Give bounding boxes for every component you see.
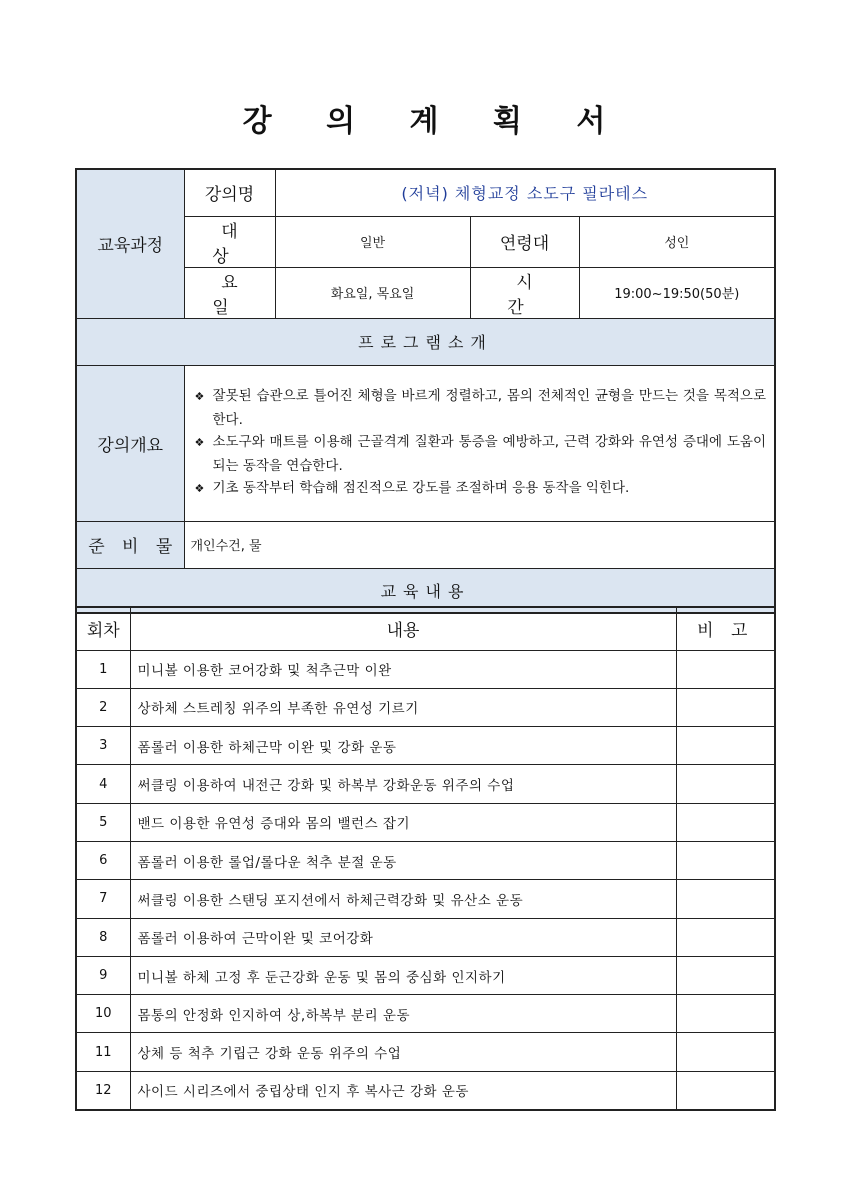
program-intro-header: 프로그램소개 <box>76 318 775 365</box>
session-content: 몸통의 안정화 인지하여 상,하복부 분리 운동 <box>130 995 676 1033</box>
age-value: 성인 <box>579 216 775 267</box>
session-number: 4 <box>76 765 130 803</box>
session-content: 밴드 이용한 유연성 증대와 몸의 밸런스 잡기 <box>130 803 676 841</box>
table-row <box>76 765 775 803</box>
session-content: 상체 등 척추 기립근 강화 운동 위주의 수업 <box>130 1033 676 1071</box>
session-number: 6 <box>76 841 130 879</box>
session-note <box>676 956 775 994</box>
session-content: 써클링 이용한 스탠딩 포지션에서 하체근력강화 및 유산소 운동 <box>130 880 676 918</box>
session-note <box>676 688 775 726</box>
session-number: 11 <box>76 1033 130 1071</box>
session-note <box>676 765 775 803</box>
session-column-header: 회차 <box>76 607 130 650</box>
time-value: 19:00~19:50(50분) <box>579 267 775 318</box>
note-column-header: 비 고 <box>676 607 775 650</box>
curriculum-header: 교육내용 <box>76 568 775 613</box>
session-note <box>676 803 775 841</box>
table-row <box>76 1071 775 1109</box>
session-number: 12 <box>76 1071 130 1109</box>
content-column-header: 내용 <box>130 607 676 650</box>
session-content: 미니볼 하체 고정 후 둔근강화 운동 및 몸의 중심화 인지하기 <box>130 956 676 994</box>
overview-bullet: ❖ 기초 동작부터 학습해 점진적으로 강도를 조절하며 응용 동작을 익힌다. <box>195 477 767 501</box>
overview-bullet: ❖ 잘못된 습관으로 틀어진 체형을 바르게 정렬하고, 몸의 전체적인 균형을 만드는 것을 목적으로 한다. <box>195 385 767 431</box>
session-content: 사이드 시리즈에서 중립상태 인지 후 복사근 강화 운동 <box>130 1071 676 1109</box>
prep-value: 개인수건, 물 <box>184 521 775 568</box>
course-name-label: 강의명 <box>184 169 275 216</box>
session-note <box>676 650 775 688</box>
session-note <box>676 1033 775 1071</box>
time-label: 시 간 <box>470 267 579 318</box>
course-info-table <box>75 168 776 614</box>
document-title: 강 의 계 획 서 <box>242 104 628 139</box>
session-content: 폼롤러 이용하여 근막이완 및 코어강화 <box>130 918 676 956</box>
session-note <box>676 918 775 956</box>
session-content: 상하체 스트레칭 위주의 부족한 유연성 기르기 <box>130 688 676 726</box>
overview-content <box>184 365 775 521</box>
session-note <box>676 995 775 1033</box>
curriculum-table <box>75 606 776 1111</box>
session-note <box>676 880 775 918</box>
session-content: 폼롤러 이용한 하체근막 이완 및 강화 운동 <box>130 727 676 765</box>
section-label-curriculum: 교육과정 <box>76 169 184 318</box>
session-number: 10 <box>76 995 130 1033</box>
session-number: 3 <box>76 727 130 765</box>
table-row <box>76 995 775 1033</box>
table-row <box>76 1033 775 1071</box>
overview-bullet: ❖ 소도구와 매트를 이용해 근골격계 질환과 통증을 예방하고, 근력 강화와 유연성 증대에 도움이 되는 동작을 연습한다. <box>195 431 767 477</box>
session-number: 5 <box>76 803 130 841</box>
target-value: 일반 <box>275 216 470 267</box>
course-name-value: (저녁) 체형교정 소도구 필라테스 <box>275 169 775 216</box>
session-content: 써클링 이용하여 내전근 강화 및 하복부 강화운동 위주의 수업 <box>130 765 676 803</box>
target-label: 대 상 <box>184 216 275 267</box>
table-row <box>76 918 775 956</box>
table-row <box>76 803 775 841</box>
session-note <box>676 841 775 879</box>
prep-label: 준 비 물 <box>76 521 184 568</box>
session-content: 폼롤러 이용한 롤업/롤다운 척추 분절 운동 <box>130 841 676 879</box>
table-row <box>76 688 775 726</box>
day-label: 요 일 <box>184 267 275 318</box>
session-content: 미니볼 이용한 코어강화 및 척추근막 이완 <box>130 650 676 688</box>
table-row <box>76 956 775 994</box>
session-note <box>676 727 775 765</box>
table-row <box>76 841 775 879</box>
session-number: 8 <box>76 918 130 956</box>
table-row <box>76 880 775 918</box>
overview-label: 강의개요 <box>76 365 184 521</box>
table-row <box>76 727 775 765</box>
session-note <box>676 1071 775 1109</box>
day-value: 화요일, 목요일 <box>275 267 470 318</box>
age-label: 연령대 <box>470 216 579 267</box>
session-number: 2 <box>76 688 130 726</box>
session-number: 7 <box>76 880 130 918</box>
session-number: 9 <box>76 956 130 994</box>
session-number: 1 <box>76 650 130 688</box>
table-row <box>76 650 775 688</box>
